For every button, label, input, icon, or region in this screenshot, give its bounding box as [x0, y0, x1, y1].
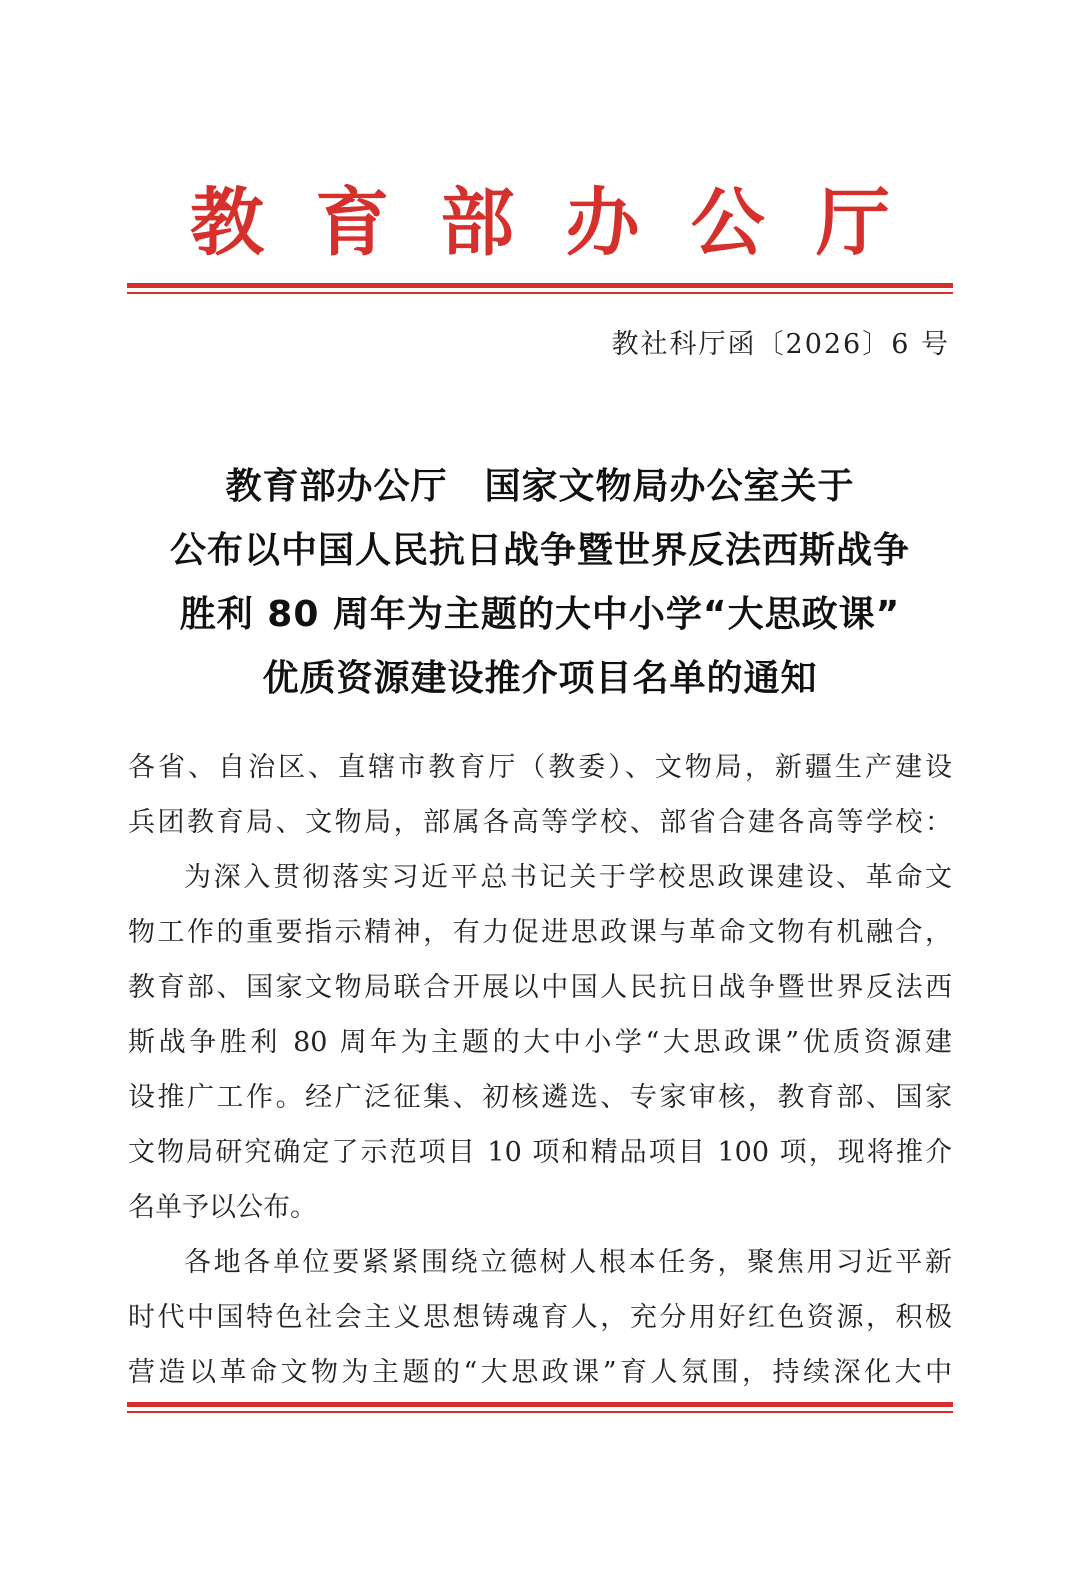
header-char: 办 — [565, 180, 640, 266]
paragraph-line: 各地各单位要紧紧围绕立德树人根本任务，聚焦用习近平新 — [184, 1247, 952, 1278]
addressee-line: 各省、自治区、直辖市教育厅（教委）、文物局，新疆生产建设 — [128, 752, 952, 783]
paragraph-line: 营造以革命文物为主题的“大思政课”育人氛围，持续深化大中 — [128, 1357, 952, 1388]
paragraph-line: 时代中国特色社会主义思想铸魂育人，充分用好红色资源，积极 — [128, 1302, 952, 1333]
document-number: 教社科厅函〔2026〕6 号 — [611, 329, 950, 360]
header-char: 厅 — [815, 180, 890, 266]
paragraph-line: 文物局研究确定了示范项目 10 项和精品项目 100 项，现将推介 — [128, 1137, 952, 1168]
paragraph-line: 名单予以公布。 — [128, 1192, 317, 1223]
addressee-line: 兵团教育局、文物局，部属各高等学校、部省合建各高等学校： — [128, 807, 952, 838]
header-char: 公 — [690, 180, 765, 266]
paragraph-line: 斯战争胜利 80 周年为主题的大中小学“大思政课”优质资源建 — [128, 1027, 952, 1058]
header-char: 育 — [315, 180, 390, 266]
footer-divider-thick — [127, 1402, 953, 1407]
title-line: 胜利 80 周年为主题的大中小学“大思政课” — [179, 594, 901, 635]
header-char: 教 — [190, 180, 264, 266]
title-line: 教育部办公厅 国家文物局办公室关于 — [225, 466, 855, 507]
title-line: 优质资源建设推介项目名单的通知 — [262, 658, 818, 699]
paragraph-line: 教育部、国家文物局联合开展以中国人民抗日战争暨世界反法西 — [128, 972, 952, 1003]
header-divider-thick — [127, 283, 953, 288]
header-char: 部 — [440, 180, 515, 266]
title-line: 公布以中国人民抗日战争暨世界反法西斯战争 — [169, 530, 910, 571]
paragraph-line: 物工作的重要指示精神，有力促进思政课与革命文物有机融合， — [128, 917, 952, 948]
document-title — [100, 455, 980, 711]
paragraph-line: 设推广工作。经广泛征集、初核遴选、专家审核，教育部、国家 — [128, 1082, 952, 1113]
issuing-office-header — [130, 178, 950, 268]
footer-divider-thin — [127, 1411, 953, 1413]
paragraph-line: 为深入贯彻落实习近平总书记关于学校思政课建设、革命文 — [184, 862, 952, 893]
header-divider-thin — [127, 292, 953, 294]
document-body — [128, 740, 952, 1400]
